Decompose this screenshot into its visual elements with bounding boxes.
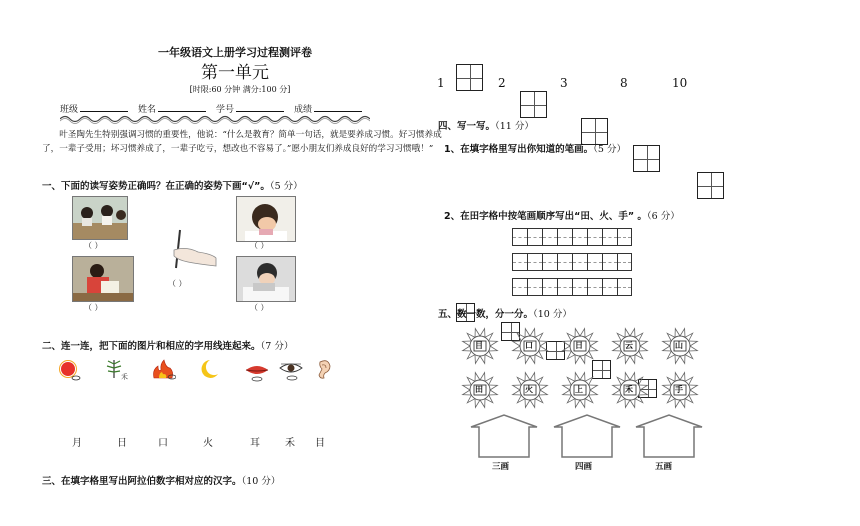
- writing-row-shou[interactable]: [512, 278, 632, 296]
- score-field[interactable]: 成绩: [294, 102, 364, 115]
- number-10: 10: [672, 76, 688, 90]
- section2-heading: 二、连一连，把下面的图片和相应的字用线连起来。（7 分）: [42, 341, 294, 352]
- fire-icon: [150, 358, 176, 380]
- writing-posture-photo-1: [236, 196, 296, 242]
- sun-char: 禾: [625, 384, 633, 394]
- sun-char: 火: [525, 384, 533, 394]
- house-label-three: 三画: [492, 462, 510, 472]
- sun-char: 日: [575, 340, 583, 350]
- number-grid-4[interactable]: [633, 145, 660, 172]
- number-3: 3: [560, 76, 568, 90]
- number-2: 2: [498, 76, 506, 90]
- answer-paren-4[interactable]: （ ）: [84, 303, 103, 312]
- unit-title: 第一单元: [201, 63, 269, 83]
- exam-meta: [时限:60 分钟 满分:100 分]: [189, 85, 291, 94]
- class-field[interactable]: 班级: [60, 102, 130, 115]
- section4-q2: 2、在田字格中按笔画顺序写出“田、火、手” 。（6 分）: [444, 211, 680, 222]
- intro-paragraph: 叶圣陶先生特别强调习惯的重要性，他说：“什么是教育？简单一句话，就是要养成习惯。好习惯养成了，一辈子受用；坏习惯养成了，一辈子吃亏，想改也不容易了。”愿小朋友们养成良好的学习习惯哦！”: [42, 130, 442, 154]
- house-five-strokes: [632, 413, 706, 459]
- seedling-icon: [104, 358, 130, 380]
- sun-row2-3[interactable]: [560, 370, 600, 410]
- connect-char-4[interactable]: 火: [203, 438, 213, 449]
- name-field[interactable]: 姓名: [138, 102, 208, 115]
- connect-char-6[interactable]: 禾: [285, 438, 295, 449]
- sun-icon: [56, 360, 82, 382]
- sun-char: 口: [525, 340, 533, 350]
- house-label-five: 五画: [655, 462, 673, 472]
- house-label-four: 四画: [575, 462, 593, 472]
- connect-char-7[interactable]: 目: [315, 438, 325, 449]
- sun-char: 山: [675, 340, 683, 350]
- sun-char: 田: [475, 384, 483, 394]
- number-grid-1[interactable]: [456, 64, 483, 91]
- section1-heading: 一、下面的读写姿势正确吗？在正确的姿势下画“√”。（5 分）: [42, 181, 303, 192]
- mouth-icon: [244, 360, 270, 382]
- sun-row1-4[interactable]: [610, 326, 650, 366]
- svg-text:禾: 禾: [121, 373, 128, 380]
- reading-posture-photo-2: [72, 256, 134, 302]
- sun-row1-1[interactable]: [460, 326, 500, 366]
- answer-paren-1[interactable]: （ ）: [84, 241, 103, 250]
- sun-row2-4[interactable]: [610, 370, 650, 410]
- writing-row-huo[interactable]: [512, 253, 632, 271]
- section5-heading: 五、数一数，分一分。（10 分）: [438, 309, 572, 320]
- connect-char-3[interactable]: 口: [158, 438, 168, 449]
- student-number-field[interactable]: 学号: [216, 102, 286, 115]
- pen-holding-illustration: [168, 228, 218, 272]
- number-1: 1: [437, 76, 445, 90]
- sun-char: 上: [575, 384, 583, 394]
- house-four-strokes: [550, 413, 624, 459]
- sun-row1-3[interactable]: [560, 326, 600, 366]
- writing-row-tian[interactable]: [512, 228, 632, 246]
- page-title: 一年级语文上册学习过程测评卷: [158, 46, 312, 59]
- section3-heading: 三、在填字格里写出阿拉伯数字相对应的汉字。（10 分）: [42, 476, 281, 487]
- answer-paren-2[interactable]: （ ）: [250, 241, 269, 250]
- writing-posture-photo-2: [236, 256, 296, 302]
- moon-icon: [198, 358, 224, 380]
- number-grid-5[interactable]: [697, 172, 724, 199]
- sun-row2-1[interactable]: [460, 370, 500, 410]
- section4-heading: 四、写一写。（11 分）: [438, 121, 534, 132]
- connect-char-1[interactable]: 月: [72, 438, 82, 449]
- sun-row2-5[interactable]: [660, 370, 700, 410]
- number-grid-2[interactable]: [520, 91, 547, 118]
- answer-paren-5[interactable]: （ ）: [250, 303, 269, 312]
- sun-char: 手: [675, 384, 683, 394]
- ear-icon: [312, 358, 338, 380]
- answer-paren-3[interactable]: （ ）: [168, 279, 187, 288]
- sun-row1-2[interactable]: [510, 326, 550, 366]
- reading-posture-photo-1: [72, 196, 128, 240]
- sun-char: 云: [625, 340, 633, 350]
- house-three-strokes: [467, 413, 541, 459]
- ornament-divider: [60, 114, 370, 124]
- sun-char: 目: [475, 340, 483, 350]
- connect-char-2[interactable]: 日: [117, 438, 127, 449]
- connect-char-5[interactable]: 耳: [250, 438, 260, 449]
- eye-icon: [278, 360, 304, 382]
- sun-row1-5[interactable]: [660, 326, 700, 366]
- number-8: 8: [620, 76, 628, 90]
- sun-row2-2[interactable]: [510, 370, 550, 410]
- section4-q1: 1、在填字格里写出你知道的笔画。（5 分）: [444, 144, 626, 155]
